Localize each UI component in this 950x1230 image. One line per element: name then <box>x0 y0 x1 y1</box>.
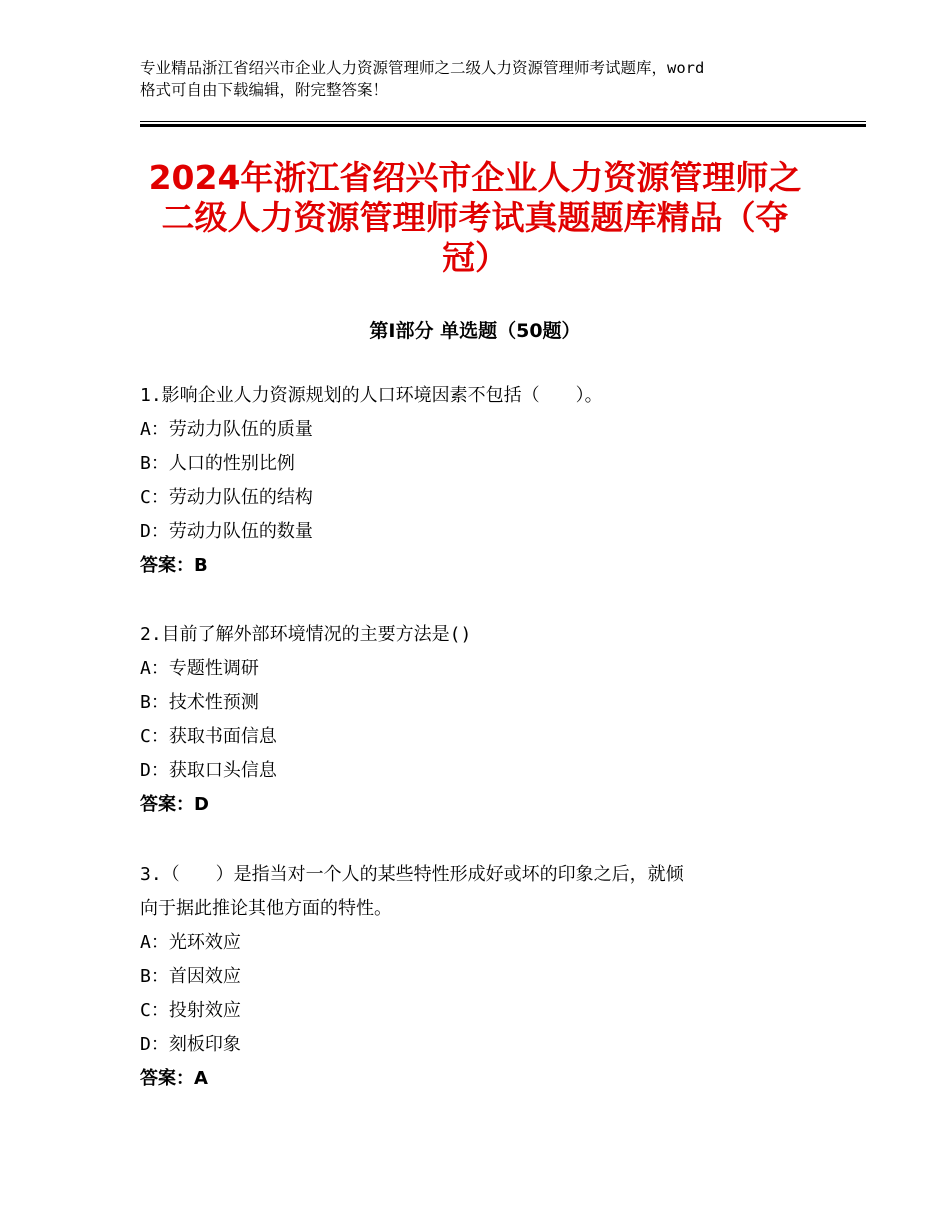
option-d: D：刻板印象 <box>140 1034 241 1055</box>
answer-line <box>140 1062 840 1096</box>
title-line-3: 冠） <box>442 238 508 277</box>
answer-label: 答案： <box>140 1068 194 1089</box>
answer-value: D <box>194 794 209 815</box>
option-a: A：光环效应 <box>140 932 241 953</box>
option-d: D：劳动力队伍的数量 <box>140 521 313 542</box>
option-b: B：人口的性别比例 <box>140 453 295 474</box>
answer-line <box>140 549 840 583</box>
option-b: B：技术性预测 <box>140 692 259 713</box>
question-stem: 2.目前了解外部环境情况的主要方法是() <box>140 624 472 645</box>
option-a: A：专题性调研 <box>140 658 259 679</box>
header-divider-thick <box>140 124 866 127</box>
question-stem: 1.影响企业人力资源规划的人口环境因素不包括（ ）。 <box>140 385 603 406</box>
question-1 <box>140 379 840 583</box>
answer-label: 答案： <box>140 555 194 576</box>
question-2 <box>140 618 840 822</box>
answer-label: 答案： <box>140 794 194 815</box>
header-note-line-2: 格式可自由下载编辑，附完整答案！ <box>140 81 389 99</box>
header-note-line-1: 专业精品浙江省绍兴市企业人力资源管理师之二级人力资源管理师考试题库，word <box>140 59 705 77</box>
answer-value: B <box>194 555 208 576</box>
question-stem-line-1: 3.（ ）是指当对一个人的某些特性形成好或坏的印象之后，就倾 <box>140 864 684 885</box>
option-c: C：投射效应 <box>140 1000 241 1021</box>
option-b: B：首因效应 <box>140 966 241 987</box>
option-c: C：获取书面信息 <box>140 726 277 747</box>
document-title <box>120 158 830 278</box>
section-heading: 第Ⅰ部分 单选题（50题） <box>369 320 581 342</box>
option-d: D：获取口头信息 <box>140 760 277 781</box>
title-line-1: 2024年浙江省绍兴市企业人力资源管理师之 <box>148 158 802 197</box>
answer-value: A <box>194 1068 208 1089</box>
header-note <box>140 57 840 101</box>
header-divider-thin <box>140 121 866 122</box>
option-a: A：劳动力队伍的质量 <box>140 419 313 440</box>
answer-line <box>140 788 840 822</box>
option-c: C：劳动力队伍的结构 <box>140 487 313 508</box>
question-3 <box>140 858 840 1096</box>
question-stem-line-2: 向于据此推论其他方面的特性。 <box>140 898 392 919</box>
title-line-2: 二级人力资源管理师考试真题题库精品（夺 <box>161 198 789 237</box>
